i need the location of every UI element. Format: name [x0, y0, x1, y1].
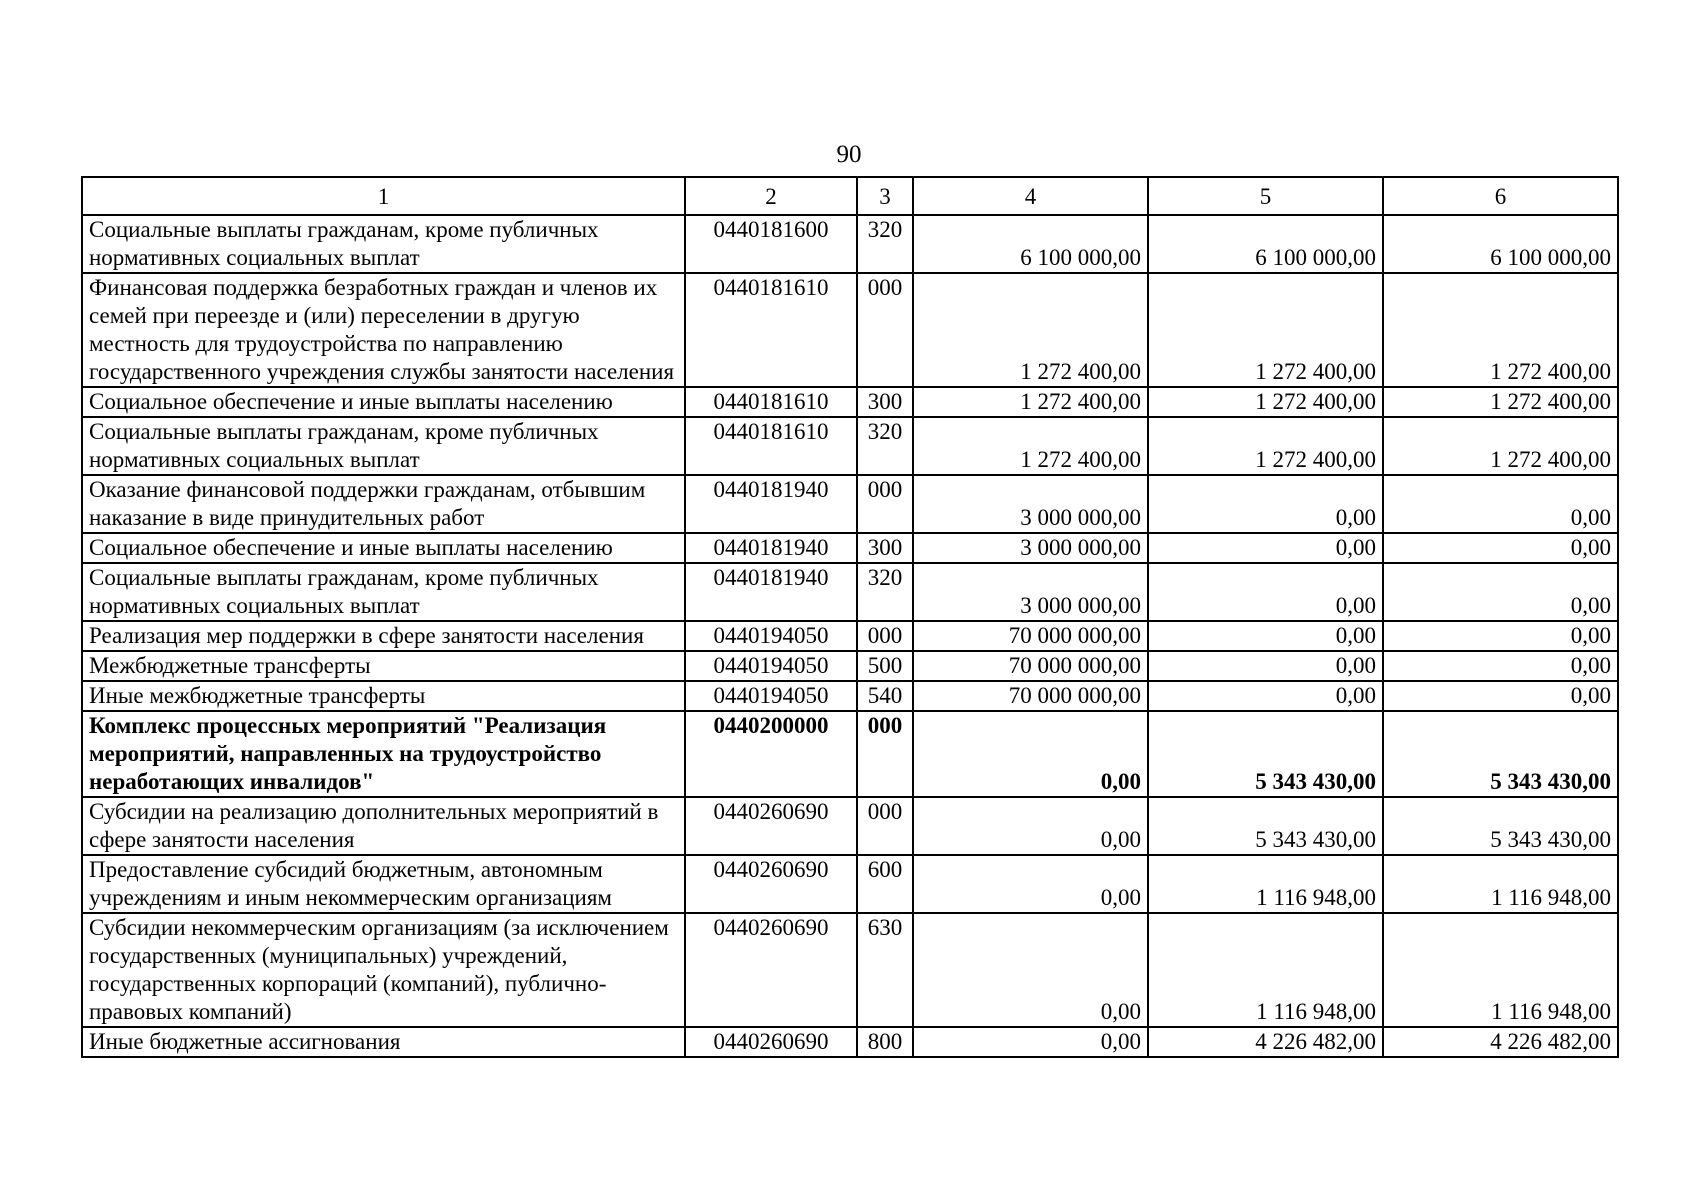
row-name-cell: Иные бюджетные ассигнования	[82, 1027, 685, 1057]
row-type-cell: 000	[857, 621, 913, 651]
row-value-col5: 0,00	[1148, 651, 1383, 681]
row-value-col4: 0,00	[913, 855, 1148, 913]
table-row	[82, 273, 1618, 387]
row-value-col4: 3 000 000,00	[913, 563, 1148, 621]
row-value-col6: 0,00	[1383, 533, 1618, 563]
row-name-cell: Социальное обеспечение и иные выплаты населению	[82, 387, 685, 417]
row-name-cell: Субсидии на реализацию дополнительных мероприятий в сфере занятости населения	[82, 797, 685, 855]
row-value-col4: 0,00	[913, 711, 1148, 797]
row-type-cell: 500	[857, 651, 913, 681]
row-type-cell: 320	[857, 215, 913, 273]
row-value-col6: 0,00	[1383, 681, 1618, 711]
row-value-col6: 1 272 400,00	[1383, 417, 1618, 475]
row-value-col4: 1 272 400,00	[913, 417, 1148, 475]
row-value-col5: 1 272 400,00	[1148, 417, 1383, 475]
row-code-cell: 0440260690	[685, 855, 857, 913]
column-header-2: 2	[685, 177, 857, 215]
row-value-col4: 70 000 000,00	[913, 651, 1148, 681]
row-type-cell: 000	[857, 273, 913, 387]
row-value-col5: 5 343 430,00	[1148, 797, 1383, 855]
column-header-3: 3	[857, 177, 913, 215]
table-row	[82, 797, 1618, 855]
row-name-cell: Межбюджетные трансферты	[82, 651, 685, 681]
row-type-cell: 800	[857, 1027, 913, 1057]
row-value-col4: 70 000 000,00	[913, 621, 1148, 651]
row-code-cell: 0440194050	[685, 621, 857, 651]
row-value-col6: 0,00	[1383, 475, 1618, 533]
row-value-col6: 6 100 000,00	[1383, 215, 1618, 273]
row-code-cell: 0440181610	[685, 387, 857, 417]
row-code-cell: 0440200000	[685, 711, 857, 797]
row-code-cell: 0440181610	[685, 273, 857, 387]
row-code-cell: 0440194050	[685, 651, 857, 681]
column-header-5: 5	[1148, 177, 1383, 215]
row-name-cell: Субсидии некоммерческим организациям (за исключением государственных (муниципальных) учреждений, государственных корпораций (компаний), публично-правовых компаний)	[82, 913, 685, 1027]
budget-table	[81, 176, 1619, 1058]
row-value-col4: 1 272 400,00	[913, 273, 1148, 387]
row-value-col5: 0,00	[1148, 621, 1383, 651]
row-value-col5: 0,00	[1148, 533, 1383, 563]
row-type-cell: 630	[857, 913, 913, 1027]
table-header-row	[82, 177, 1618, 215]
row-value-col5: 1 116 948,00	[1148, 913, 1383, 1027]
row-value-col5: 4 226 482,00	[1148, 1027, 1383, 1057]
row-value-col6: 5 343 430,00	[1383, 711, 1618, 797]
row-name-cell: Социальные выплаты гражданам, кроме публичных нормативных социальных выплат	[82, 563, 685, 621]
row-code-cell: 0440181940	[685, 563, 857, 621]
row-value-col4: 0,00	[913, 797, 1148, 855]
row-code-cell: 0440260690	[685, 1027, 857, 1057]
table-row	[82, 1027, 1618, 1057]
table-row	[82, 417, 1618, 475]
row-name-cell: Социальные выплаты гражданам, кроме публичных нормативных социальных выплат	[82, 215, 685, 273]
row-type-cell: 300	[857, 387, 913, 417]
row-name-cell: Социальное обеспечение и иные выплаты населению	[82, 533, 685, 563]
row-type-cell: 320	[857, 417, 913, 475]
row-name-cell: Финансовая поддержка безработных граждан и членов их семей при переезде и (или) переселении в другую местность для трудоустройства по направлению государственного учреждения службы занятости населения	[82, 273, 685, 387]
row-code-cell: 0440260690	[685, 913, 857, 1027]
row-value-col4: 70 000 000,00	[913, 681, 1148, 711]
row-value-col4: 6 100 000,00	[913, 215, 1148, 273]
row-value-col5: 0,00	[1148, 681, 1383, 711]
row-name-cell: Оказание финансовой поддержки гражданам, отбывшим наказание в виде принудительных работ	[82, 475, 685, 533]
row-name-cell: Комплекс процессных мероприятий "Реализация мероприятий, направленных на трудоустройство неработающих инвалидов"	[82, 711, 685, 797]
table-row	[82, 855, 1618, 913]
row-value-col6: 4 226 482,00	[1383, 1027, 1618, 1057]
table-body	[82, 215, 1618, 1057]
column-header-6: 6	[1383, 177, 1618, 215]
row-name-cell: Предоставление субсидий бюджетным, автономным учреждениям и иным некоммерческим организациям	[82, 855, 685, 913]
row-type-cell: 600	[857, 855, 913, 913]
row-value-col6: 1 272 400,00	[1383, 273, 1618, 387]
row-value-col5: 6 100 000,00	[1148, 215, 1383, 273]
row-value-col4: 0,00	[913, 913, 1148, 1027]
row-value-col4: 0,00	[913, 1027, 1148, 1057]
table-row	[82, 533, 1618, 563]
table-row	[82, 475, 1618, 533]
table-row	[82, 711, 1618, 797]
row-name-cell: Реализация мер поддержки в сфере занятости населения	[82, 621, 685, 651]
row-type-cell: 300	[857, 533, 913, 563]
row-code-cell: 0440260690	[685, 797, 857, 855]
table-row	[82, 651, 1618, 681]
row-value-col5: 0,00	[1148, 475, 1383, 533]
row-value-col6: 0,00	[1383, 621, 1618, 651]
row-value-col4: 3 000 000,00	[913, 533, 1148, 563]
table-row	[82, 681, 1618, 711]
row-value-col6: 5 343 430,00	[1383, 797, 1618, 855]
page-number: 90	[836, 141, 862, 168]
column-header-4: 4	[913, 177, 1148, 215]
row-value-col6: 1 116 948,00	[1383, 855, 1618, 913]
row-value-col6: 1 272 400,00	[1383, 387, 1618, 417]
row-value-col6: 0,00	[1383, 563, 1618, 621]
row-type-cell: 000	[857, 475, 913, 533]
row-code-cell: 0440181610	[685, 417, 857, 475]
row-value-col4: 1 272 400,00	[913, 387, 1148, 417]
table-row	[82, 387, 1618, 417]
column-header-1: 1	[82, 177, 685, 215]
table-row	[82, 621, 1618, 651]
row-value-col5: 1 116 948,00	[1148, 855, 1383, 913]
table-row	[82, 913, 1618, 1027]
row-type-cell: 000	[857, 711, 913, 797]
row-code-cell: 0440181940	[685, 475, 857, 533]
row-value-col6: 0,00	[1383, 651, 1618, 681]
row-code-cell: 0440194050	[685, 681, 857, 711]
row-value-col5: 1 272 400,00	[1148, 273, 1383, 387]
row-code-cell: 0440181600	[685, 215, 857, 273]
row-type-cell: 540	[857, 681, 913, 711]
row-value-col6: 1 116 948,00	[1383, 913, 1618, 1027]
table-row	[82, 563, 1618, 621]
row-name-cell: Социальные выплаты гражданам, кроме публичных нормативных социальных выплат	[82, 417, 685, 475]
row-value-col5: 5 343 430,00	[1148, 711, 1383, 797]
row-value-col4: 3 000 000,00	[913, 475, 1148, 533]
table-row	[82, 215, 1618, 273]
row-type-cell: 000	[857, 797, 913, 855]
row-type-cell: 320	[857, 563, 913, 621]
row-code-cell: 0440181940	[685, 533, 857, 563]
row-name-cell: Иные межбюджетные трансферты	[82, 681, 685, 711]
row-value-col5: 0,00	[1148, 563, 1383, 621]
row-value-col5: 1 272 400,00	[1148, 387, 1383, 417]
